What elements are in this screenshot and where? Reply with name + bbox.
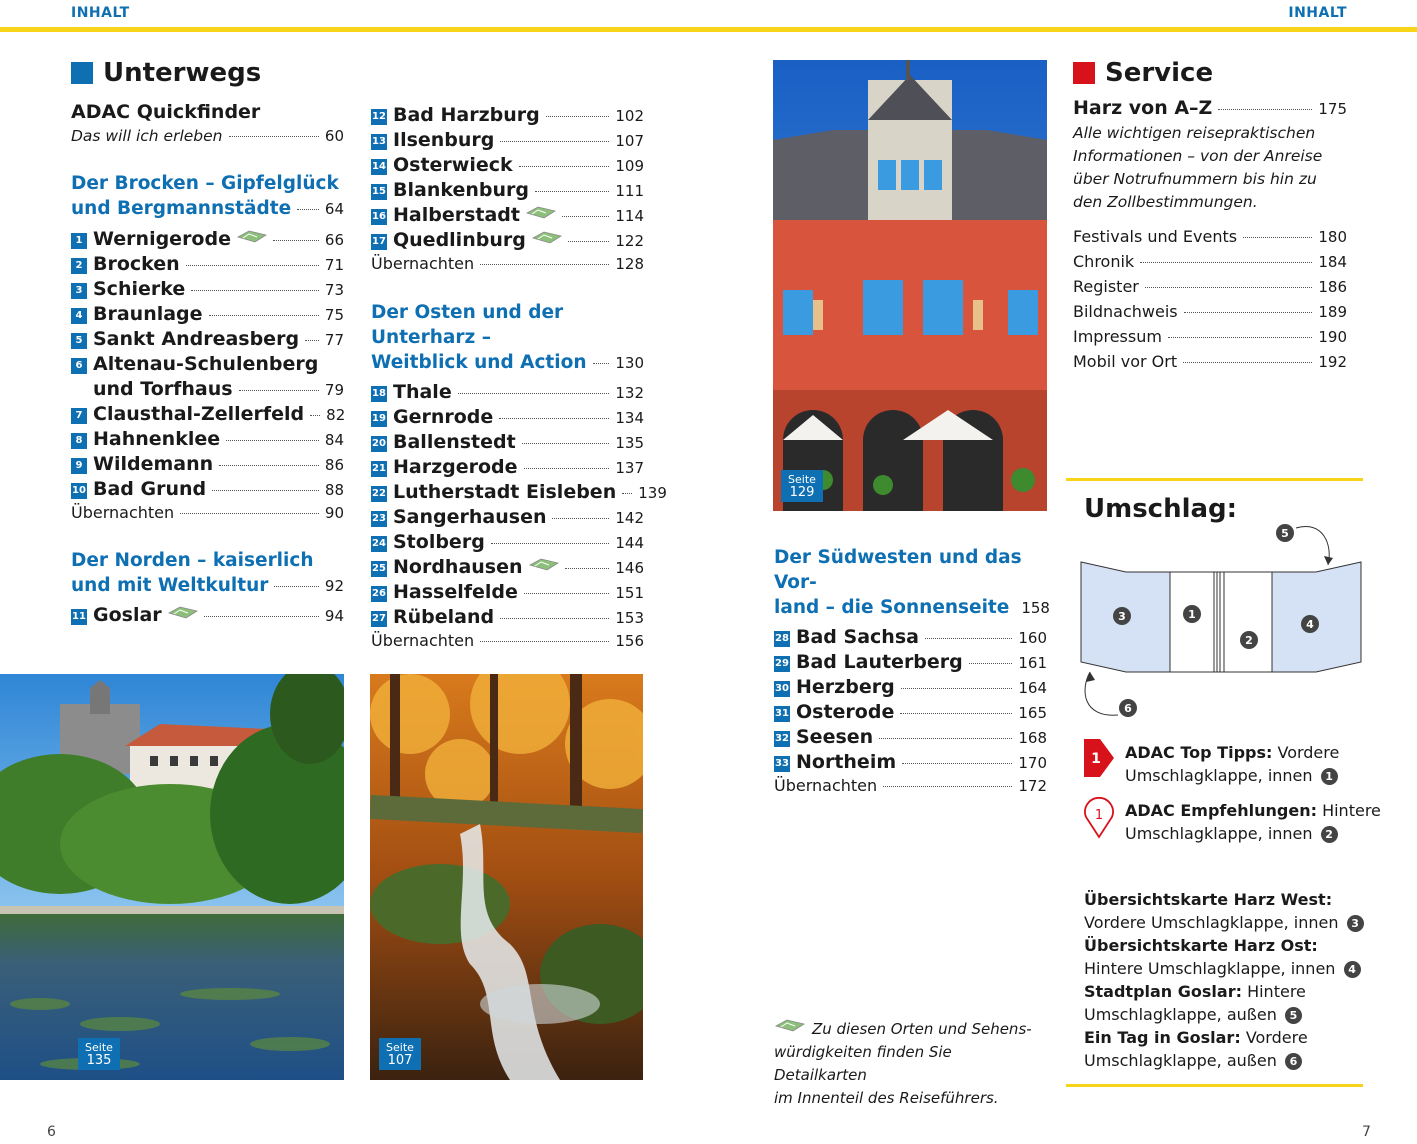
- toc-entry[interactable]: [371, 506, 644, 531]
- chapter-title: Der Südwesten und das Vor-: [774, 547, 1022, 593]
- entry-label: und Torfhaus: [93, 378, 233, 400]
- toc-entry-altenau[interactable]: [71, 353, 344, 378]
- entry-number-badge: 25: [371, 561, 387, 577]
- page-number: 114: [615, 207, 644, 225]
- toc-entry[interactable]: [371, 481, 667, 506]
- page-number: 107: [615, 132, 644, 150]
- forest-stream-image: [370, 674, 643, 1080]
- entry-label: Ilsenburg: [393, 129, 495, 151]
- entry-label: Halberstadt: [393, 204, 520, 226]
- page-number: 161: [1018, 654, 1047, 672]
- toc-entry[interactable]: [774, 751, 1047, 776]
- entry-number-badge: 11: [71, 609, 87, 625]
- quickfinder-row[interactable]: [71, 125, 344, 149]
- toc-entry-uebernachten[interactable]: [371, 254, 644, 279]
- service-title: Service: [1105, 58, 1214, 88]
- entry-label: Sankt Andreasberg: [93, 328, 300, 350]
- entry-label: Thale: [393, 381, 452, 403]
- quickfinder-label[interactable]: ADAC Quickfinder: [71, 101, 261, 123]
- toc-entry[interactable]: [774, 626, 1047, 651]
- page-number: 172: [1018, 777, 1047, 795]
- entry-label: Sangerhausen: [393, 506, 547, 528]
- map-note-text: würdigkeiten finden Sie Detailkarten: [774, 1043, 952, 1084]
- toc-entry[interactable]: [371, 431, 644, 456]
- entry-label: Übernachten: [371, 631, 475, 650]
- number-circle: 1: [1321, 768, 1338, 785]
- service-heading: [1073, 58, 1347, 88]
- entry-label: Chronik: [1073, 252, 1135, 271]
- toc-entry[interactable]: [774, 701, 1047, 726]
- entry-number-badge: 22: [371, 486, 387, 502]
- entry-label: Nordhausen: [393, 556, 523, 578]
- toc-entry[interactable]: [71, 328, 344, 353]
- page-ref-badge: Seite 107: [379, 1038, 421, 1070]
- legend-map-entry: Stadtplan Goslar: Hintere Umschlagklappe, außen 5: [1084, 982, 1306, 1024]
- entry-number-badge: 28: [774, 631, 790, 647]
- page-number: 156: [615, 632, 644, 650]
- toc-entry[interactable]: [371, 204, 644, 229]
- page-number: 109: [615, 157, 644, 175]
- column-1: [71, 58, 344, 629]
- diagram-number: 5: [1281, 527, 1289, 540]
- photo-castle-lake[interactable]: [0, 674, 344, 1080]
- number-circle: 5: [1285, 1007, 1302, 1024]
- toc-entry[interactable]: [774, 726, 1047, 751]
- legend-maps: [1084, 888, 1364, 1072]
- toc-entry-uebernachten[interactable]: [371, 631, 644, 656]
- entry-number-badge: 12: [371, 109, 387, 125]
- page-number: 164: [1018, 679, 1047, 697]
- entry-label: Seesen: [796, 726, 874, 748]
- page-number: 132: [615, 384, 644, 402]
- red-square-icon: [1073, 62, 1095, 84]
- toc-entry[interactable]: [371, 531, 644, 556]
- toc-entry[interactable]: [371, 179, 644, 204]
- page-number: 102: [615, 107, 644, 125]
- chapter-title: und mit Weltkultur: [71, 575, 269, 596]
- page-number: 180: [1318, 228, 1347, 246]
- column-4: [1073, 58, 1347, 377]
- entry-label: Harzgerode: [393, 456, 518, 478]
- entry-number-badge: 7: [71, 408, 87, 424]
- entry-label: Northeim: [796, 751, 897, 773]
- page-number: 160: [1018, 629, 1047, 647]
- entry-number-badge: 13: [371, 134, 387, 150]
- entry-label: Bad Sachsa: [796, 626, 919, 648]
- castle-lake-image: [0, 674, 344, 1080]
- entry-number-badge: 21: [371, 461, 387, 477]
- entry-number-badge: 31: [774, 706, 790, 722]
- page-number: 84: [324, 431, 344, 449]
- legend-map-entry: Übersichtskarte Harz Ost: Hintere Umschlagklappe, innen 4: [1084, 934, 1364, 980]
- entry-label: Bildnachweis: [1073, 302, 1178, 321]
- page-number: 73: [324, 281, 344, 299]
- map-icon: [532, 230, 562, 246]
- empfehlung-marker-icon: [1083, 797, 1115, 839]
- page-number: 64: [324, 200, 344, 218]
- svg-text:1: 1: [1091, 751, 1101, 767]
- toc-entry-uebernachten[interactable]: [71, 503, 344, 528]
- toc-entry[interactable]: [1073, 352, 1347, 377]
- entry-label: Register: [1073, 277, 1139, 296]
- page-number: 170: [1018, 754, 1047, 772]
- diagram-number: 4: [1306, 618, 1314, 631]
- toc-entry[interactable]: [371, 129, 644, 154]
- page-number: 134: [615, 409, 644, 427]
- entry-label: Wernigerode: [93, 228, 231, 250]
- page-number-right: 7: [1362, 1124, 1371, 1140]
- entry-label: Lutherstadt Eisleben: [393, 481, 617, 503]
- entry-label: Bad Lauterberg: [796, 651, 963, 673]
- entry-label: Übernachten: [774, 776, 878, 795]
- entry-number-badge: 1: [71, 233, 87, 249]
- diagram-number: 1: [1188, 608, 1196, 621]
- entry-label: Wildemann: [93, 453, 214, 475]
- legend-map-entry: Ein Tag in Goslar: Vordere Umschlagklappe, außen 6: [1084, 1028, 1308, 1070]
- map-icon: [774, 1018, 806, 1034]
- entry-number-badge: 8: [71, 433, 87, 449]
- page-number: 151: [615, 584, 644, 602]
- entry-label: Bad Harzburg: [393, 104, 540, 126]
- toc-entry[interactable]: [774, 676, 1047, 701]
- page-number: 168: [1018, 729, 1047, 747]
- toc-entry[interactable]: [71, 478, 344, 503]
- map-note-text: im Innenteil des Reiseführers.: [774, 1089, 999, 1107]
- entry-label: Übernachten: [71, 503, 175, 522]
- chapter-title: land – die Sonnenseite: [774, 597, 1010, 618]
- page-number-left: 6: [47, 1124, 56, 1140]
- entry-number-badge: 2: [71, 258, 87, 274]
- entry-number-badge: 20: [371, 436, 387, 452]
- toc-entry[interactable]: [1073, 227, 1347, 252]
- page-number: 146: [615, 559, 644, 577]
- page-number: 135: [615, 434, 644, 452]
- map-note-text: Zu diesen Orten und Sehens-: [812, 1020, 1032, 1038]
- toc-entry-uebernachten[interactable]: [774, 776, 1047, 801]
- page-number: 192: [1318, 353, 1347, 371]
- page-number: 111: [615, 182, 644, 200]
- entry-label: Goslar: [93, 604, 162, 626]
- entry-number-badge: 4: [71, 308, 87, 324]
- page-number: 122: [615, 232, 644, 250]
- page-number: 144: [615, 534, 644, 552]
- entry-number-badge: 27: [371, 611, 387, 627]
- toc-entry[interactable]: [71, 403, 344, 428]
- toc-entry[interactable]: [371, 581, 644, 606]
- entry-number-badge: 32: [774, 731, 790, 747]
- entry-label: Hasselfelde: [393, 581, 518, 603]
- entry-number-badge: 10: [71, 483, 87, 499]
- page-number: 75: [324, 306, 344, 324]
- entry-number-badge: 24: [371, 536, 387, 552]
- blue-square-icon: [71, 62, 93, 84]
- entry-label: Osterwieck: [393, 154, 513, 176]
- legend-map-entry: Übersichtskarte Harz West: Vordere Umschlagklappe, innen 3: [1084, 888, 1364, 934]
- chapter-suedwesten[interactable]: [774, 545, 1050, 620]
- page-number: 130: [615, 354, 644, 372]
- page-number: 82: [326, 406, 346, 424]
- unterwegs-title: Unterwegs: [103, 58, 262, 88]
- entry-number-badge: 33: [774, 756, 790, 772]
- page-number: 60: [324, 127, 344, 145]
- page-number: 165: [1018, 704, 1047, 722]
- number-circle: 2: [1321, 826, 1338, 843]
- page-number: 189: [1318, 303, 1347, 321]
- toc-entry-altenau-cont[interactable]: [71, 378, 344, 403]
- toc-entry[interactable]: [71, 253, 344, 278]
- toc-entry-goslar[interactable]: [71, 604, 344, 629]
- entry-label: Mobil vor Ort: [1073, 352, 1178, 371]
- toc-entry-harz-a-z[interactable]: [1073, 97, 1347, 122]
- diagram-number: 3: [1118, 610, 1126, 623]
- column-2: [371, 104, 667, 656]
- toc-entry[interactable]: [1073, 327, 1347, 352]
- toc-entry[interactable]: [1073, 277, 1347, 302]
- map-icon: [168, 605, 198, 621]
- entry-label: Braunlage: [93, 303, 203, 325]
- toc-entry[interactable]: [1073, 302, 1347, 327]
- entry-number-badge: 30: [774, 681, 790, 697]
- map-icon: [237, 229, 267, 245]
- page-number: 90: [324, 504, 344, 522]
- svg-text:1: 1: [1094, 808, 1104, 823]
- page-number: 128: [615, 255, 644, 273]
- entry-label: Herzberg: [796, 676, 895, 698]
- toc-entry[interactable]: [371, 229, 644, 254]
- toc-entry[interactable]: [371, 104, 644, 129]
- header-rule: [0, 27, 1417, 32]
- entry-label: Clausthal-Zellerfeld: [93, 403, 305, 425]
- photo-forest-stream[interactable]: [370, 674, 643, 1080]
- map-icon: [526, 205, 556, 221]
- az-description: Alle wichtigen reisepraktischen Informationen – von der Anreise über Notrufnummern bis hin zu den Zollbestimmungen.: [1073, 124, 1323, 211]
- page-number: 92: [324, 577, 344, 595]
- toc-entry[interactable]: [71, 303, 344, 328]
- top-tipp-marker-icon: [1082, 737, 1116, 779]
- entry-label: Stolberg: [393, 531, 485, 553]
- page-ref-badge: Seite 135: [78, 1038, 120, 1070]
- photo-goslar-hotel[interactable]: [773, 60, 1047, 511]
- entry-number-badge: 14: [371, 159, 387, 175]
- page-number: 186: [1318, 278, 1347, 296]
- column-3: [774, 545, 1050, 801]
- entry-number-badge: 5: [71, 333, 87, 349]
- entry-label: Rübeland: [393, 606, 495, 628]
- page-number: 88: [324, 481, 344, 499]
- toc-entry[interactable]: [371, 606, 644, 631]
- number-circle: 4: [1344, 961, 1361, 978]
- header-right: INHALT: [1288, 5, 1347, 21]
- entry-label: Ballenstedt: [393, 431, 516, 453]
- map-note: [774, 1018, 1044, 1110]
- yellow-rule-top: [1066, 478, 1363, 481]
- entry-number-badge: 9: [71, 458, 87, 474]
- entry-label: Hahnenklee: [93, 428, 221, 450]
- toc-entry[interactable]: [371, 456, 644, 481]
- chapter-osten[interactable]: [371, 300, 644, 375]
- page-ref-badge: Seite 129: [781, 470, 823, 502]
- entry-label: Brocken: [93, 253, 180, 275]
- toc-entry[interactable]: [71, 278, 344, 303]
- page-number: 86: [324, 456, 344, 474]
- chapter-title: Der Osten und der Unterharz –: [371, 302, 564, 348]
- page-number: 79: [324, 381, 344, 399]
- number-circle: 6: [1285, 1053, 1302, 1070]
- page-number: 175: [1318, 100, 1347, 118]
- page-number: 158: [1021, 599, 1050, 617]
- map-icon: [529, 557, 559, 573]
- entry-number-badge: 19: [371, 411, 387, 427]
- legend-top-tipps: ADAC Top Tipps: Vordere Umschlagklappe, innen 1: [1125, 743, 1340, 785]
- toc-entry[interactable]: [371, 154, 644, 179]
- entry-number-badge: 29: [774, 656, 790, 672]
- number-circle: 3: [1347, 915, 1364, 932]
- page-number: 139: [638, 484, 667, 502]
- entry-label: Festivals und Events: [1073, 227, 1238, 246]
- entry-number-badge: 26: [371, 586, 387, 602]
- page-number: 66: [324, 231, 344, 249]
- page-number: 190: [1318, 328, 1347, 346]
- toc-entry[interactable]: [71, 228, 344, 253]
- entry-label: Blankenburg: [393, 179, 529, 201]
- chapter-title: Der Norden – kaiserlich: [71, 550, 314, 571]
- page-number: 153: [615, 609, 644, 627]
- page-number: 77: [324, 331, 344, 349]
- diagram-number: 2: [1245, 634, 1253, 647]
- toc-entry[interactable]: [71, 428, 344, 453]
- entry-label: Bad Grund: [93, 478, 207, 500]
- entry-label: Schierke: [93, 278, 186, 300]
- entry-number-badge: 15: [371, 184, 387, 200]
- cover-fold-diagram: [1078, 520, 1368, 720]
- page-number: 94: [324, 607, 344, 625]
- toc-entry[interactable]: [71, 453, 344, 478]
- page-number: 137: [615, 459, 644, 477]
- entry-number-badge: 17: [371, 234, 387, 250]
- quickfinder-sub: Das will ich erleben: [71, 127, 223, 145]
- chapter-title: Weitblick und Action: [371, 352, 587, 373]
- entry-label: Gernrode: [393, 406, 494, 428]
- toc-entry[interactable]: [774, 651, 1047, 676]
- unterwegs-heading: [71, 58, 344, 88]
- page-number: 71: [324, 256, 344, 274]
- page-number: 142: [615, 509, 644, 527]
- chapter-brocken[interactable]: [71, 171, 344, 221]
- umschlag-title: Umschlag:: [1084, 494, 1238, 524]
- page-number: 184: [1318, 253, 1347, 271]
- chapter-title: und Bergmannstädte: [71, 198, 292, 219]
- entry-label: Harz von A–Z: [1073, 97, 1213, 119]
- entry-label: Impressum: [1073, 327, 1162, 346]
- entry-label: Altenau-Schulenberg: [93, 353, 319, 375]
- entry-number-badge: 18: [371, 386, 387, 402]
- entry-number-badge: 3: [71, 283, 87, 299]
- toc-entry[interactable]: [1073, 252, 1347, 277]
- ch1-list: [71, 228, 344, 528]
- diagram-number: 6: [1124, 702, 1132, 715]
- entry-label: Übernachten: [371, 254, 475, 273]
- header-left: INHALT: [71, 5, 130, 21]
- yellow-rule-bottom: [1066, 1084, 1363, 1087]
- legend-empfehlungen: ADAC Empfehlungen: Hintere Umschlagklappe, innen 2: [1125, 801, 1381, 843]
- entry-number-badge: 6: [71, 358, 87, 374]
- toc-entry[interactable]: [371, 556, 644, 581]
- entry-number-badge: 16: [371, 209, 387, 225]
- entry-label: Quedlinburg: [393, 229, 526, 251]
- toc-entry[interactable]: [371, 406, 644, 431]
- toc-entry[interactable]: [371, 381, 644, 406]
- entry-label: Osterode: [796, 701, 895, 723]
- entry-number-badge: 23: [371, 511, 387, 527]
- goslar-hotel-image: [773, 60, 1047, 511]
- chapter-norden[interactable]: [71, 548, 344, 598]
- chapter-title: Der Brocken – Gipfelglück: [71, 173, 339, 194]
